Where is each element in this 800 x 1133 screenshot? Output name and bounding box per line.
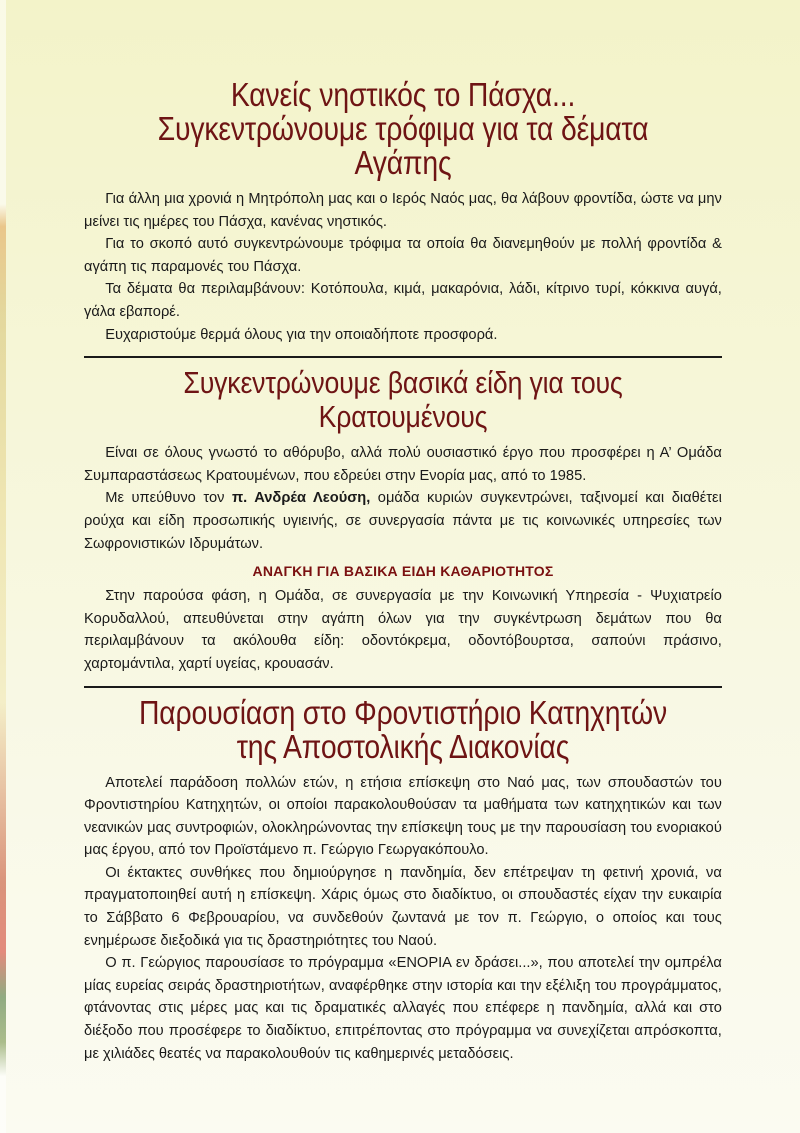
section2-paragraph: Στην παρούσα φάση, η Ομάδα, σε συνεργασία με την Κοινωνική Υπηρεσία - Ψυχιατρείο Κορυδαλλού, απευθύνεται στην αγάπη όλων για την συγκέντρωση δεμάτων που θα περιλαμβάνουν τα ακόλουθα είδη: οδοντόκρεμα, οδοντόβουρτσα, σαπούνι πράσινο, χαρτομάντιλα, χαρτί υγείας, κρουασάν.: [84, 587, 722, 672]
section1-title-line1: Κανείς νηστικός το Πάσχα...: [230, 76, 576, 113]
section3-title: [84, 693, 722, 765]
section3-title-line1: Παρουσίαση στο Φροντιστήριο Κατηχητών: [138, 693, 668, 731]
p2-prefix: Με υπεύθυνο τον: [105, 489, 232, 507]
section2-paragraph: Είναι σε όλους γνωστό το αθόρυβο, αλλά πολύ ουσιαστικό έργο που προσφέρει η Α’ Ομάδα Συμπαραστάσεως Κρατουμένων, που εδρεύει στην Ενορία μας, από το 1985.: [84, 444, 722, 484]
section1-paragraph: Τα δέματα θα περιλαμβάνουν: Κοτόπουλα, κιμά, μακαρόνια, λάδι, κίτρινο τυρί, κόκκινα αυγά, γάλα εβαπορέ.: [84, 280, 722, 320]
section-divider: [84, 686, 722, 688]
section3-paragraph: Οι έκτακτες συνθήκες που δημιούργησε η πανδημία, δεν επέτρεψαν τη φετινή χρονιά, να πραγματοποιηθεί αυτή η επίσκεψη. Χάρις όμως στο διαδίκτυο, οι σπουδαστές είχαν την ευκαιρία το Σάββατο 6 Φεβρουαρίου, να συνδεθούν ζωντανά με τον π. Γεώργιο, ο οποίος και τους ενημέρωσε διεξοδικά για τις δραστηριότητες του Ναού.: [84, 863, 722, 949]
section2-body: [84, 442, 722, 675]
section1-paragraph: Για το σκοπό αυτό συγκεντρώνουμε τρόφιμα τα οποία θα διανεμηθούν με πολλή φροντίδα & αγάπη τις παραμονές του Πάσχα.: [84, 235, 722, 275]
section1-body: [84, 188, 722, 346]
section1-title-line2: Συγκεντρώνουμε τρόφιμα για τα δέματα Αγάπης: [157, 110, 649, 181]
section3-paragraph: Ο π. Γεώργιος παρουσίασε το πρόγραμμα «ΕΝΟΡΙΑ εν δράσει...», που αποτελεί την ομπρέλα μίας ευρείας σειράς δραστηριοτήτων, αναφέρθηκε στην ιστορία και την εξέλιξη του προγράμματος, φτάνοντας στις μέρες μας και τις δραματικές αλλαγές που επέφερε η πανδημία, αλλά και στο διέξοδο που προσέφερε το διαδίκτυο, επιτρέποντας στο πρόγραμμα να συνεχίζεται απρόσκοπτα, με χιλιάδες θεατές να παρακολουθούν τις καθημερινές μεταδόσεις.: [84, 954, 722, 1062]
section2-subheading: ΑΝΑΓΚΗ ΓΙΑ ΒΑΣΙΚΑ ΕΙΔΗ ΚΑΘΑΡΙΟΤΗΤΟΣ: [252, 563, 554, 580]
p2-suffix: ομάδα κυριών συγκεντρώνει, ταξινομεί και διαθέτει ρούχα και είδη προσωπικής υγιεινής, σε συνεργασία πάντα με τις κοινωνικές υπηρεσίες των Σωφρονιστικών Ιδρυμάτων.: [84, 489, 722, 552]
section3-title-line2: της Αποστολικής Διακονίας: [236, 727, 570, 765]
section3-paragraph: Αποτελεί παράδοση πολλών ετών, η ετήσια επίσκεψη στο Ναό μας, των σπουδαστών του Φροντιστηρίου Κατηχητών, οι οποίοι παρακολουθούσαν τα μαθήματα των κατηχητικών και των νεανικών μας συντροφιών, ολοκληρώνοντας την επίσκεψη τους με την παρουσίαση του ενοριακού μας έργου, από τον Προϊστάμενο π. Γεώργιο Γεωργακόπουλο.: [84, 773, 722, 859]
section2-title: [84, 366, 722, 434]
section-divider: [84, 356, 722, 358]
section1-title: [84, 78, 722, 180]
section1-paragraph: Για άλλη μια χρονιά η Μητρόπολη μας και ο Ιερός Ναός μας, θα λάβουν φροντίδα, ώστε να μην μείνει τις ημέρες του Πάσχα, κανένας νηστικός.: [84, 190, 722, 230]
priest-name: π. Ανδρέα Λεούση,: [231, 489, 371, 507]
section2-title-text: Συγκεντρώνουμε βασικά είδη για τους Κρατουμένους: [183, 365, 623, 435]
left-edge-decoration: [0, 0, 6, 1133]
section2-paragraph-with-name: [84, 487, 722, 555]
page-content: [84, 78, 722, 1065]
section1-paragraph: Ευχαριστούμε θερμά όλους για την οποιαδήποτε προσφορά.: [105, 325, 498, 343]
section3-body: [84, 772, 722, 1066]
